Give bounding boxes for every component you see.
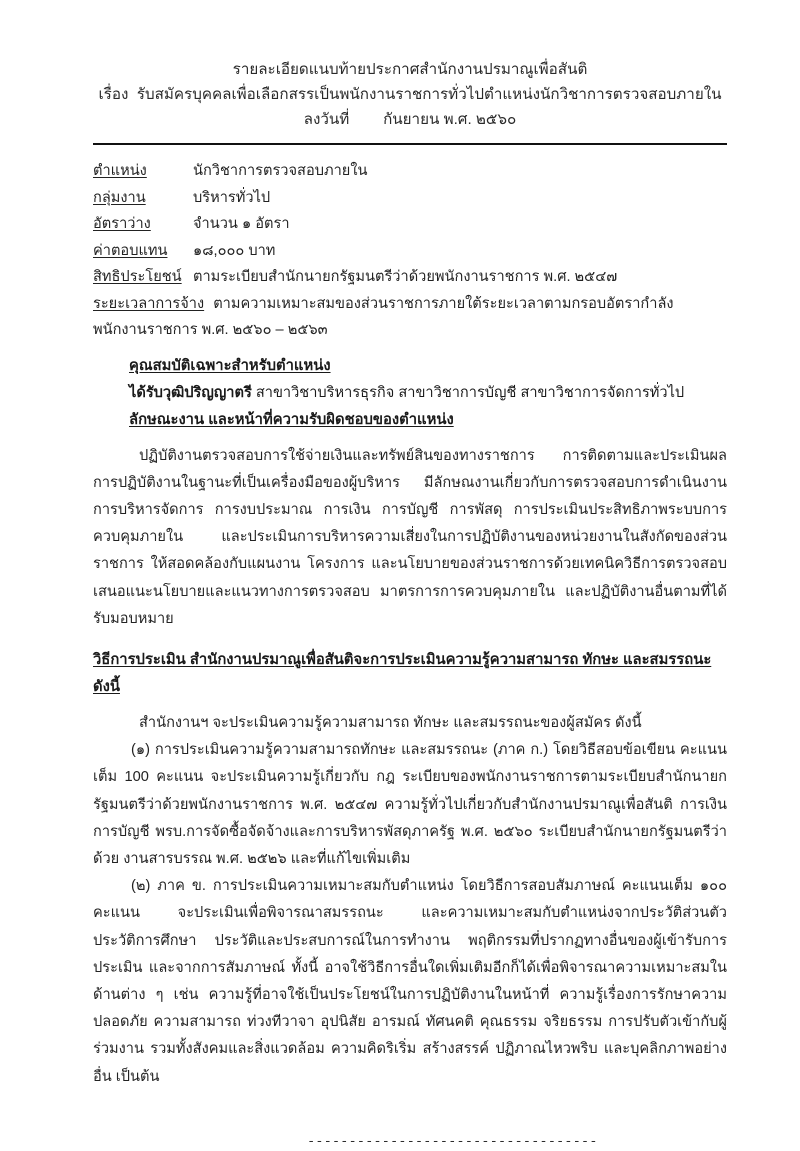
qualifications-degree-line <box>129 380 727 407</box>
field-row-salary <box>93 238 727 265</box>
field-row-position <box>93 158 727 185</box>
field-value-vacancy: จำนวน ๑ อัตรา <box>193 216 290 232</box>
field-label-position: ตำแหน่ง <box>93 163 147 179</box>
assessment-item-2: (๒) ภาค ข. การประเมินความเหมาะสมกับตำแหน่ง โดยวิธีการสอบสัมภาษณ์ คะแนนเต็ม ๑๐๐ คะแนน จะประเมินเพื่อพิจารณาสมรรถนะ และความเหมาะสมกับตำแหน่งจากประวัติส่วนตัว ประวัติการศึกษา ประวัติและประสบการณ์ในการทำงาน พฤติกรรมที่ปรากฏทางอื่นของผู้เข้ารับการประเมิน และจากการสัมภาษณ์ ทั้งนี้ อาจใช้วิธีการอื่นใดเพิ่มเติมอีกก็ได้เพื่อพิจารณาความเหมาะสมในด้านต่าง ๆ เช่น ความรู้ที่อาจใช้เป็นประโยชน์ในการปฏิบัติงานในหน้าที่ ความรู้เรื่องการรักษาความปลอดภัย ความสามารถ ท่วงทีวาจา อุปนิสัย อารมณ์ ทัศนคติ คุณธรรม จริยธรรม การปรับตัวเข้ากับผู้ร่วมงาน รวมทั้งสังคมและสิ่งแวดล้อม ความคิดริเริ่ม สร้างสรรค์ ปฏิภาณไหวพริบ และบุคลิกภาพอย่างอื่น เป็นต้น <box>93 878 727 1085</box>
field-row-benefits <box>93 264 727 291</box>
duties-heading: ลักษณะงาน และหน้าที่ความรับผิดชอบของตำแหน่ง <box>129 411 454 428</box>
spacer-assessment-intro <box>93 701 727 710</box>
field-row-contract-period <box>93 291 727 344</box>
spacer-duties <box>93 434 727 443</box>
assessment-section <box>93 647 727 1091</box>
header-divider <box>93 143 727 145</box>
duties-section <box>93 407 727 633</box>
duties-heading-wrap <box>93 407 727 434</box>
qualifications-section <box>93 353 727 407</box>
duties-paragraph: ปฏิบัติงานตรวจสอบการใช้จ่ายเงินและทรัพย์สินของทางราชการ การติดตามและประเมินผลการปฏิบัติงานในฐานะที่เป็นเครื่องมือของผู้บริหาร มีลักษณงานเกี่ยวกับการตรวจสอบการดำเนินงาน การบริหารจัดการ การงบประมาณ การเงิน การบัญชี การพัสดุ การประเมินประสิทธิภาพระบบการควบคุมภายใน และประเมินการบริหารความเสี่ยงในการปฏิบัติงานของหน่วยงานในสังกัดของส่วนราชการ ให้สอดคล้องกับแผนงาน โครงการ และนโยบายของส่วนราชการด้วยเทคนิควิธีการตรวจสอบ เสนอแนะนโยบายและแนวทางการตรวจสอบ มาตรการการควบคุมภายใน และปฏิบัติงานอื่นตามที่ได้รับมอบหมาย <box>93 447 727 627</box>
field-value-position: นักวิชาการตรวจสอบภายใน <box>193 163 368 179</box>
field-row-workgroup <box>93 185 727 212</box>
position-fields <box>93 158 727 344</box>
field-row-vacancy <box>93 211 727 238</box>
field-label-vacancy: อัตราว่าง <box>93 216 151 232</box>
field-label-benefits: สิทธิประโยชน์ <box>93 269 182 285</box>
footer-separator-wrap <box>93 1131 727 1151</box>
assessment-item-1: (๑) การประเมินความรู้ความสามารถทักษะ และสมรรถนะ (ภาค ก.) โดยวิธีสอบข้อเขียน คะแนนเต็ม 100 คะแนน จะประเมินความรู้เกี่ยวกับ กฎ ระเบียบของพนักงานราชการตามระเบียบสำนักนายกรัฐมนตรีว่าด้วยพนักงานราชการ พ.ศ. ๒๕๔๗ ความรู้ทั่วไปเกี่ยวกับสำนักงานปรมาณูเพื่อสันติ การเงิน การบัญชี พรบ.การจัดซื้อจัดจ้างและการบริหารพัสดุภาครัฐ พ.ศ. ๒๕๖๐ ระเบียบสำนักนายกรัฐมนตรีว่าด้วย งานสารบรรณ พ.ศ. ๒๕๒๖ และที่แก้ไขเพิ่มเติม <box>93 742 727 867</box>
field-label-workgroup: กลุ่มงาน <box>93 189 146 206</box>
field-value-contract-period: ตามความเหมาะสมของส่วนราชการภายใต้ระยะเวลาตามกรอบอัตรากำลังพนักงานราชการ พ.ศ. ๒๕๖๐ – ๒๕๖๓ <box>93 295 674 338</box>
document-header <box>93 0 727 145</box>
qualifications-degree-bold: ได้รับวุฒิปริญญาตรี <box>129 384 252 401</box>
field-label-salary: ค่าตอบแทน <box>93 242 168 259</box>
field-value-workgroup: บริหารทั่วไป <box>193 189 271 206</box>
qualifications-heading: คุณสมบัติเฉพาะสำหรับตำแหน่ง <box>129 357 331 374</box>
footer-separator-dashes: ----------------------------------- <box>307 1133 598 1149</box>
field-value-salary: ๑๘,๐๐๐ บาท <box>193 242 276 259</box>
assessment-heading-wrap <box>93 647 727 701</box>
qualifications-degree-rest: สาขาวิชาบริหารธุรกิจ สาขาวิชาการบัญชี สาขาวิชาการจัดการทั่วไป <box>255 384 685 401</box>
assessment-intro: สำนักงานฯ จะประเมินความรู้ความสามารถ ทักษะ และสมรรถนะของผู้สมัคร ดังนี้ <box>139 714 642 731</box>
header-line-subject: เรื่อง รับสมัครบุคคลเพื่อเลือกสรรเป็นพนักงานราชการทั่วไปตำแหน่งนักวิชาการตรวจสอบภายใน <box>98 86 722 103</box>
field-value-benefits: ตามระเบียบสำนักนายกรัฐมนตรีว่าด้วยพนักงานราชการ พ.ศ. ๒๕๔๗ <box>193 269 618 285</box>
qualifications-heading-wrap <box>93 353 727 380</box>
spacer-assessment <box>93 633 727 647</box>
header-line-date: ลงวันที่ กันยายน พ.ศ. ๒๕๖๐ <box>303 111 517 128</box>
header-line-title: รายละเอียดแนบท้ายประกาศสำนักงานปรมาณูเพื่อสันติ <box>232 61 588 78</box>
field-label-contract-period: ระยะเวลาการจ้าง <box>93 295 205 312</box>
document-content <box>93 0 727 1151</box>
assessment-heading: วิธีการประเมิน สำนักงานปรมาณูเพื่อสันติจะการประเมินความรู้ความสามารถ ทักษะ และสมรรถนะ ดังนี้ <box>93 651 712 695</box>
